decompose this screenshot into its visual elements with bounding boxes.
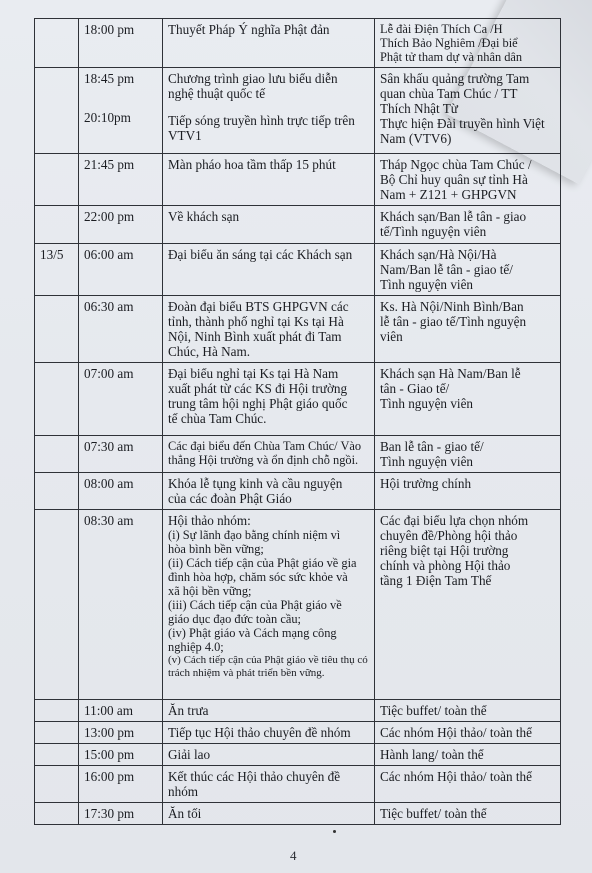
cell-text-line: trung tâm hội nghị Phật giáo quốc (168, 396, 348, 411)
cell-text-line: (iii) Cách tiếp cận của Phật giáo về (168, 598, 342, 612)
cell-text-line: chính và phòng Hội thảo (380, 558, 511, 573)
cell-text-line: 15:00 pm (84, 747, 135, 762)
page-number: 4 (290, 848, 297, 863)
cell-text-line: Thích Bảo Nghiêm /Đại biể (380, 36, 518, 50)
cell-text-line: tỉnh, thành phố nghỉ tại Ks tại Hà (168, 314, 344, 329)
cell-text-line: Chúc, Hà Nam. (168, 344, 251, 359)
cell-text-line: Kết thúc các Hội thảo chuyên đề nhóm (168, 769, 341, 799)
cell-text-line: của các đoàn Phật Giáo (168, 491, 292, 506)
location-cell (375, 766, 561, 803)
cell-text-line: Thực hiện Đài truyền hình Việt (380, 116, 545, 131)
cell-text-line: Các đại biểu đến Chùa Tam Chúc/ Vào (168, 439, 362, 453)
cell-text-line: 07:00 am (84, 366, 134, 381)
cell-text-line: Ks. Hà Nội/Ninh Bình/Ban (380, 299, 524, 314)
activity-cell (163, 722, 375, 744)
cell-text-line: Hành lang/ toàn thể (380, 747, 484, 762)
table-row (35, 244, 561, 296)
cell-text-line: lễ tân - giao tế/Tình nguyện (380, 314, 527, 329)
table-row (35, 766, 561, 803)
cell-text-line: (iv) Phật giáo và Cách mạng công (168, 626, 337, 640)
cell-text-line: 16:00 pm (84, 769, 135, 784)
cell-text-line: Lễ đài Điện Thích Ca /H (380, 22, 503, 36)
time-cell (79, 473, 163, 510)
cell-text-line: Tình nguyện viên (380, 454, 474, 469)
cell-text-line: Nam/Ban lễ tân - giao tế/ (380, 262, 513, 277)
date-cell (35, 206, 79, 244)
cell-text-line: Tiếp sóng truyền hình trực tiếp trên (168, 113, 355, 128)
cell-text-line: tế chùa Tam Chúc. (168, 411, 267, 426)
table-row (35, 473, 561, 510)
cell-text-line: 17:30 pm (84, 806, 135, 821)
table-row (35, 744, 561, 766)
cell-text-line: Phật tử tham dự và nhân dân (380, 50, 523, 64)
cell-text-line: 11:00 am (84, 703, 133, 718)
activity-cell (163, 510, 375, 700)
cell-text-line: 06:30 am (84, 299, 134, 314)
line-gap (168, 101, 369, 113)
date-cell (35, 19, 79, 68)
cell-text-line: tân - Giao tế/ (380, 381, 450, 396)
cell-text-line: Tiệc buffet/ toàn thể (380, 806, 487, 821)
cell-text-line: nghiệp 4.0; (168, 640, 224, 654)
location-cell (375, 722, 561, 744)
cell-text-line: Hội thảo nhóm: (168, 513, 251, 528)
location-cell (375, 19, 561, 68)
time-cell (79, 744, 163, 766)
time-cell (79, 766, 163, 803)
cell-text-line: (ii) Cách tiếp cận của Phật giáo về gia (168, 556, 357, 570)
cell-text-line: riêng biệt tại Hội trường (380, 543, 509, 558)
cell-text-line: Nam (VTV6) (380, 131, 452, 146)
activity-cell (163, 19, 375, 68)
time-cell (79, 244, 163, 296)
date-cell (35, 68, 79, 154)
date-cell (35, 803, 79, 825)
activity-cell (163, 296, 375, 363)
cell-text-line: Các đại biểu lựa chọn nhóm (380, 513, 529, 528)
cell-text-line: Tình nguyện viên (380, 396, 474, 411)
location-cell (375, 473, 561, 510)
location-cell (375, 363, 561, 436)
schedule-body (35, 19, 561, 825)
ink-dot (333, 830, 336, 833)
location-cell (375, 296, 561, 363)
location-cell (375, 206, 561, 244)
cell-text-line: Sân khấu quảng trường Tam (380, 71, 530, 86)
table-row (35, 296, 561, 363)
cell-text-line: viên (380, 329, 403, 344)
activity-cell (163, 436, 375, 473)
table-row (35, 722, 561, 744)
cell-text-line: VTV1 (168, 128, 202, 143)
activity-cell (163, 700, 375, 722)
activity-cell (163, 206, 375, 244)
cell-text-line: Tiệc buffet/ toàn thể (380, 703, 487, 718)
time-cell (79, 296, 163, 363)
activity-cell (163, 68, 375, 154)
date-cell (35, 436, 79, 473)
activity-cell (163, 154, 375, 206)
location-cell (375, 744, 561, 766)
cell-text-line: quan chùa Tam Chúc / TT (380, 86, 518, 101)
time-cell (79, 722, 163, 744)
cell-text-line: tế/Tình nguyện viên (380, 224, 487, 239)
line-gap (84, 86, 157, 98)
cell-text-line: nghệ thuật quốc tế (168, 86, 266, 101)
cell-text-line: Tiếp tục Hội thảo chuyên đề nhóm (168, 725, 351, 740)
activity-cell (163, 473, 375, 510)
cell-text-line: 21:45 pm (84, 157, 135, 172)
table-row (35, 19, 561, 68)
cell-text-line: 22:00 pm (84, 209, 135, 224)
date-cell (35, 510, 79, 700)
table-row (35, 700, 561, 722)
table-row (35, 363, 561, 436)
cell-text-line: xuất phát từ các KS đi Hội trường (168, 381, 348, 396)
cell-text-line: Đoàn đại biểu BTS GHPGVN các (168, 299, 349, 314)
activity-cell (163, 766, 375, 803)
cell-text-line: tầng 1 Điện Tam Thế (380, 573, 492, 588)
cell-text-line: Khóa lễ tụng kinh và cầu nguyện (168, 476, 343, 491)
cell-text-line: trách nhiệm và phát triển bền vững. (168, 667, 325, 679)
cell-text-line: Bộ Chỉ huy quân sự tỉnh Hà (380, 172, 528, 187)
time-cell (79, 19, 163, 68)
table-row (35, 68, 561, 154)
cell-text-line: Ban lễ tân - giao tế/ (380, 439, 484, 454)
activity-cell (163, 744, 375, 766)
location-cell (375, 803, 561, 825)
time-cell (79, 510, 163, 700)
location-cell (375, 510, 561, 700)
cell-text-line: Nội, Ninh Bình xuất phát đi Tam (168, 329, 342, 344)
location-cell (375, 244, 561, 296)
time-cell (79, 803, 163, 825)
date-cell (35, 473, 79, 510)
location-cell (375, 154, 561, 206)
location-cell (375, 68, 561, 154)
table-row (35, 510, 561, 700)
cell-text-line: đình hòa hợp, chăm sóc sức khỏe và (168, 570, 348, 584)
time-cell (79, 68, 163, 154)
cell-text-line: Nam + Z121 + GHPGVN (380, 187, 517, 202)
cell-text-line: Đại biểu ăn sáng tại các Khách sạn (168, 247, 353, 262)
date-cell (35, 363, 79, 436)
cell-text-line: Giải lao (168, 747, 211, 762)
time-cell (79, 700, 163, 722)
location-cell (375, 436, 561, 473)
cell-text-line: Về khách sạn (168, 209, 240, 224)
cell-text-line: chuyên đề/Phòng hội thảo (380, 528, 518, 543)
cell-text-line: Các nhóm Hội thảo/ toàn thể (380, 769, 532, 784)
cell-text-line: 08:30 am (84, 513, 134, 528)
time-cell (79, 206, 163, 244)
cell-text-line: Ăn tối (168, 806, 202, 821)
cell-text-line: Khách sạn/Ban lễ tân - giao (380, 209, 527, 224)
cell-text-line: thẳng Hội trường và ổn định chỗ ngồi. (168, 453, 359, 467)
table-row (35, 803, 561, 825)
date-cell (35, 296, 79, 363)
cell-text-line: Tháp Ngọc chùa Tam Chúc / (380, 157, 532, 172)
cell-text-line: Khách sạn/Hà Nội/Hà (380, 247, 497, 262)
line-gap (84, 98, 157, 110)
date-cell (35, 154, 79, 206)
cell-text-line: 07:30 am (84, 439, 134, 454)
cell-text-line: Chương trình giao lưu biểu diễn (168, 71, 338, 86)
cell-text-line: 08:00 am (84, 476, 134, 491)
cell-text-line: giáo dục đạo đức toàn cầu; (168, 612, 301, 626)
schedule-table (34, 18, 561, 825)
activity-cell (163, 244, 375, 296)
cell-text-line: Đại biểu nghỉ tại Ks tại Hà Nam (168, 366, 339, 381)
cell-text-line: 06:00 am (84, 247, 134, 262)
cell-text-line: xã hội bền vững; (168, 584, 252, 598)
date-cell: 13/5 (35, 244, 79, 296)
cell-text-line: 20:10pm (84, 110, 131, 125)
table-row (35, 206, 561, 244)
table-row (35, 154, 561, 206)
time-cell (79, 436, 163, 473)
date-cell (35, 700, 79, 722)
cell-text-line: Hội trường chính (380, 476, 472, 491)
cell-text-line: Thuyết Pháp Ý nghĩa Phật đản (168, 22, 330, 37)
cell-text-line: 13:00 pm (84, 725, 135, 740)
cell-text-line: Màn pháo hoa tầm thấp 15 phút (168, 157, 336, 172)
cell-text-line: Tình nguyện viên (380, 277, 474, 292)
cell-text-line: 18:45 pm (84, 71, 135, 86)
date-cell (35, 744, 79, 766)
cell-text-line: 18:00 pm (84, 22, 135, 37)
cell-text-line: (v) Cách tiếp cận của Phật giáo về tiêu thụ có (168, 654, 368, 666)
cell-text-line: (i) Sự lãnh đạo bằng chính niệm vì (168, 528, 341, 542)
cell-text-line: Thích Nhật Từ (380, 101, 458, 116)
cell-text-line: Ăn trưa (168, 703, 209, 718)
date-cell (35, 766, 79, 803)
table-row (35, 436, 561, 473)
activity-cell (163, 803, 375, 825)
activity-cell (163, 363, 375, 436)
time-cell (79, 154, 163, 206)
cell-text-line: Các nhóm Hội thảo/ toàn thể (380, 725, 532, 740)
location-cell (375, 700, 561, 722)
date-cell (35, 722, 79, 744)
cell-text-line: Khách sạn Hà Nam/Ban lễ (380, 366, 521, 381)
cell-text-line: hòa bình bền vững; (168, 542, 264, 556)
time-cell (79, 363, 163, 436)
